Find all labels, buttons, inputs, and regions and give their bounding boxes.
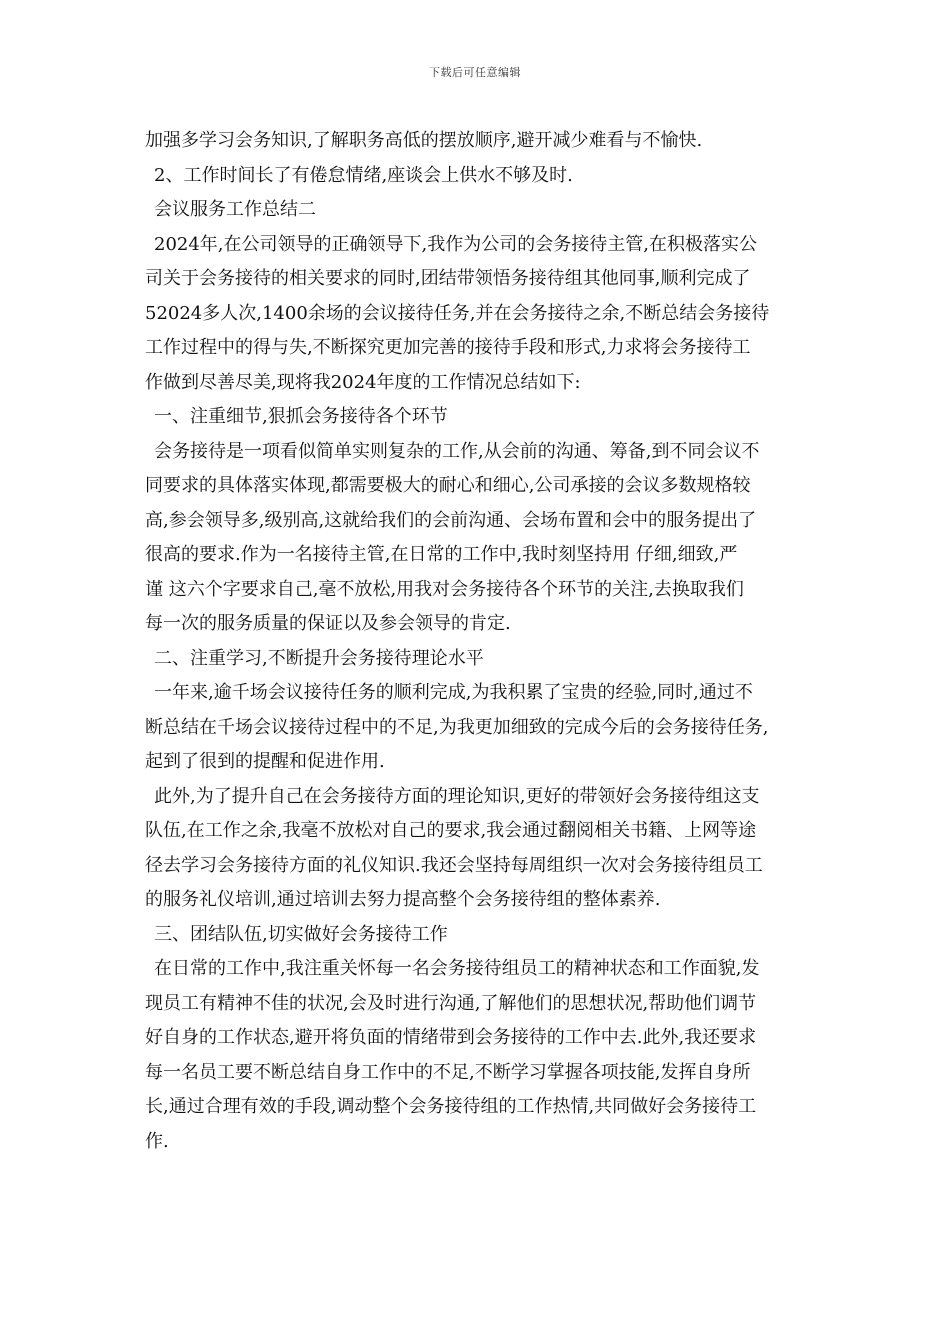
section-heading: 二、注重学习,不断提升会务接待理论水平 [154, 647, 484, 669]
section-heading: 三、团结队伍,切实做好会务接待工作 [154, 923, 448, 945]
text-line: 起到了很到的提醒和促进作用. [145, 751, 385, 772]
text-line: 谨 这六个字要求自己,毫不放松,用我对会务接待各个环节的关注,去换取我们 [145, 578, 744, 600]
text-line: 长,通过合理有效的手段,调动整个会务接待组的工作热情,共同做好会务接待工 [145, 1096, 757, 1117]
text-line: 队伍,在工作之余,我毫不放松对自己的要求,我会通过翻阅相关书籍、上网等途 [145, 820, 757, 841]
text-line: 很高的要求.作为一名接待主管,在日常的工作中,我时刻坚持用 仔细,细致,严 [145, 544, 738, 565]
text-line: 2、工作时间长了有倦怠情绪,座谈会上供水不够及时. [154, 164, 573, 186]
text-line: 每一次的服务质量的保证以及参会领导的肯定. [145, 613, 511, 634]
text-line: 52024多人次,1400余场的会议接待任务,并在会务接待之余,不断总结会务接待 [145, 302, 770, 324]
text-line: 作. [145, 1130, 169, 1152]
text-line: 现员工有精神不佳的状况,会及时进行沟通,了解他们的思想状况,帮助他们调节 [145, 992, 757, 1014]
text-line: 此外,为了提升自己在会务接待方面的理论知识,更好的带领好会务接待组这支 [154, 785, 760, 807]
text-line: 工作过程中的得与失,不断探究更加完善的接待手段和形式,力求将会务接待工 [145, 337, 751, 358]
text-line: 在日常的工作中,我注重关怀每一名会务接待组员工的精神状态和工作面貌,发 [154, 958, 760, 979]
text-line: 一年来,逾千场会议接待任务的顺利完成,为我积累了宝贵的经验,同时,通过不 [154, 682, 753, 703]
text-line: 的服务礼仪培训,通过培训去努力提高整个会务接待组的整体素养. [145, 889, 661, 910]
text-line: 每一名员工要不断总结自身工作中的不足,不断学习掌握各项技能,发挥自身所 [145, 1061, 751, 1083]
text-line: 断总结在千场会议接待过程中的不足,为我更加细致的完成今后的会务接待任务, [145, 716, 769, 738]
text-line: 2024年,在公司领导的正确领导下,我作为公司的会务接待主管,在积极落实公 [154, 233, 757, 255]
text-line: 司关于会务接待的相关要求的同时,团结带领悟务接待组其他同事,顺利完成了 [145, 268, 751, 289]
text-line: 同要求的具体落实体现,都需要极大的耐心和细心,公司承接的会议多数规格较 [145, 475, 751, 496]
text-line: 加强多学习会务知识,了解职务高低的摆放顺序,避开减少难看与不愉快. [145, 130, 703, 151]
header-note: 下载后可任意编辑 [429, 66, 521, 79]
document-body [145, 124, 813, 1159]
text-line: 会务接待是一项看似简单实则复杂的工作,从会前的沟通、筹备,到不同会议不 [154, 440, 760, 462]
text-line: 好自身的工作状态,避开将负面的情绪带到会务接待的工作中去.此外,我还要求 [145, 1027, 757, 1048]
text-line: 高,参会领导多,级别高,这就给我们的会前沟通、会场布置和会中的服务提出了 [145, 509, 757, 531]
text-line: 作做到尽善尽美,现将我2024年度的工作情况总结如下: [145, 371, 581, 393]
section-title: 会议服务工作总结二 [154, 199, 316, 220]
text-line: 径去学习会务接待方面的礼仪知识.我还会坚持每周组织一次对会务接待组员工 [145, 854, 763, 876]
section-heading: 一、注重细节,狠抓会务接待各个环节 [154, 406, 448, 427]
